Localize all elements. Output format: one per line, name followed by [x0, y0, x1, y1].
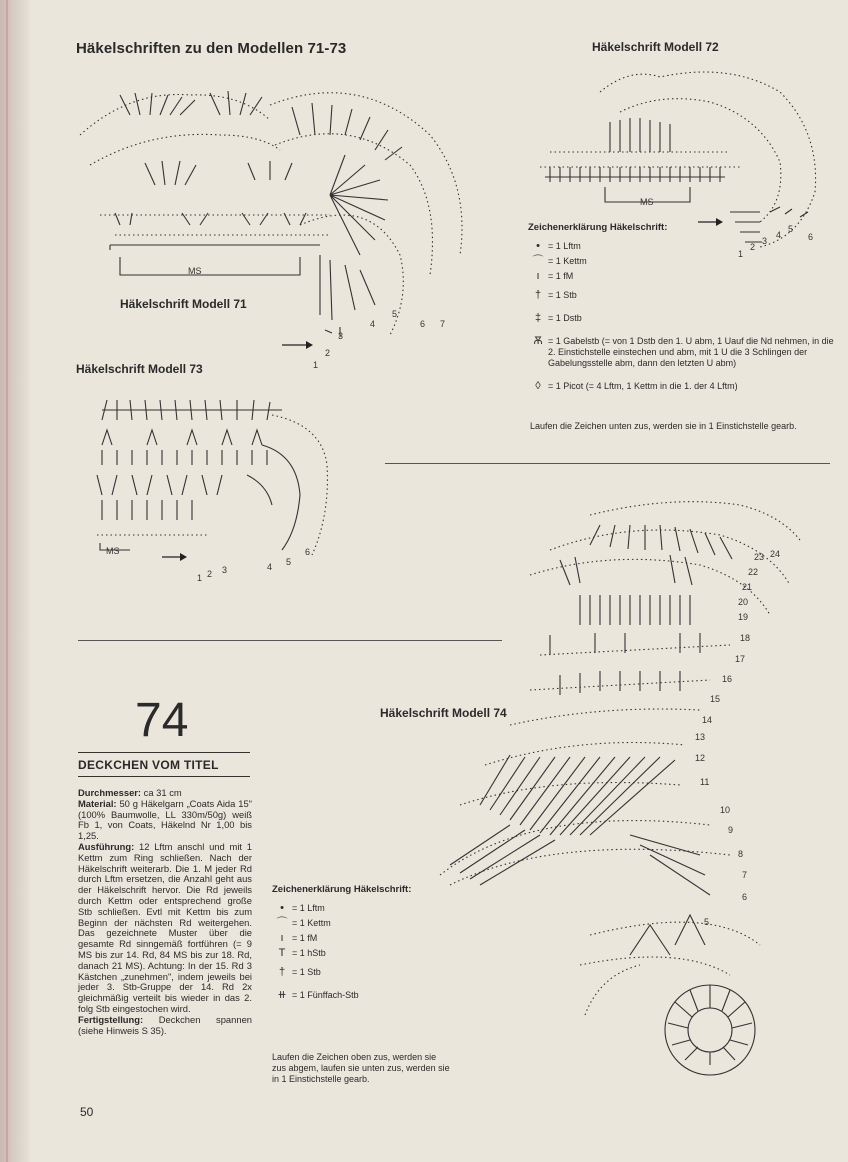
legend-72-note: Laufen die Zeichen unten zus, werden sie in 1 Einstichstelle gearb.	[530, 421, 797, 431]
legend-text: = 1 Stb	[548, 290, 577, 300]
row-number: 5	[788, 224, 794, 234]
row-number: 19	[738, 612, 749, 622]
row-number: 17	[735, 654, 746, 664]
slip-stitch-icon: ⌒	[532, 255, 544, 267]
divider-right	[385, 463, 830, 464]
legend-74	[272, 882, 472, 1003]
legend-item	[272, 946, 472, 961]
model-instructions	[78, 788, 252, 1036]
legend-text: = 1 hStb	[292, 948, 326, 958]
row-number: 2	[325, 348, 331, 358]
row-number: 18	[740, 633, 751, 643]
legend-text: = 1 Lftm	[292, 903, 325, 913]
row-number: 16	[722, 674, 733, 684]
heading-modell-73: Häkelschrift Modell 73	[76, 362, 203, 376]
single-crochet-icon: ı	[280, 932, 284, 944]
legend-72	[528, 220, 838, 394]
picot-icon: ◊	[535, 380, 541, 392]
legend-item	[272, 901, 472, 916]
single-crochet-icon: ı	[536, 270, 540, 282]
model-title-rule-top	[78, 752, 250, 753]
legend-text: = 1 Kettm	[292, 918, 331, 928]
row-number: 24	[770, 549, 781, 559]
legend-item	[528, 311, 838, 326]
forked-stitch-icon: Ѫ	[533, 335, 543, 347]
crochet-chart-73	[72, 385, 342, 585]
legend-text: = 1 Lftm	[548, 241, 581, 251]
model-number: 74	[135, 694, 189, 747]
legend-item	[528, 239, 838, 254]
row-number: 12	[695, 753, 706, 763]
row-number: 3	[762, 236, 768, 246]
row-number: 7	[742, 870, 748, 880]
legend-text: = 1 Fünffach-Stb	[292, 990, 359, 1000]
slip-stitch-icon: ⌒	[276, 917, 288, 929]
row-number: 2	[207, 569, 213, 579]
page-number: 50	[80, 1105, 94, 1119]
double-crochet-icon: †	[278, 966, 286, 978]
instruction-paragraph: Material: 50 g Häkelgarn „Coats Aida 15" (100% Baumwolle, LL 330m/50g) weiß Fb 1, von Coats, Häkelnd Nr 1,00 bis 1,25.	[78, 797, 252, 842]
crochet-chart-74	[430, 495, 830, 1095]
row-number: 20	[738, 597, 749, 607]
row-number: 10	[720, 805, 731, 815]
chain-stitch-icon: •	[536, 240, 540, 252]
model-title-rule-bottom	[78, 776, 250, 777]
legend-item	[272, 965, 472, 980]
row-number: 8	[738, 849, 744, 859]
instruction-paragraph: Ausführung: 12 Lftm anschl und mit 1 Kettm zum Ring schließen. Nach der Häkelschrift weiterarb. Die 1. M jeder Rd durch Lftm ersetzen, die Anzahl geht aus der Häkelschrift hervor. Die Rd jeweils durch Kettm oder entsprechend große Stb schließen. Evtl mit Kettm bis zum Beginn der nächsten Rd weitergehen. Das gezeichnete Muster über die gesamte Rd sinngemäß fortführen (= 9 MS bis zur 14. Rd, 84 MS bis zur 18. Rd, danach 21 MS). Achtung: In der 15. Rd 3 Kästchen „zunehmen", indem jeweils bei jeder 3. Stb-Gruppe der 14. Rd 2x gleichmäßig verteilt bis wieder in das 2. folg Stb eingestochen wird.	[78, 840, 252, 1014]
legend-item	[528, 379, 838, 394]
row-number: 4	[267, 562, 273, 572]
half-double-crochet-icon: T	[278, 947, 286, 959]
legend-text: = 1 Stb	[292, 967, 321, 977]
legend-text: = 1 Picot (= 4 Lftm, 1 Kettm in die 1. der 4 Lftm)	[548, 381, 738, 391]
legend-74-note: Laufen die Zeichen oben zus, werden sie zus abgem, laufen sie unten zus, werden sie in 1 Einstichstelle gearb.	[272, 1052, 450, 1084]
legend-text: = 1 fM	[548, 271, 574, 281]
ms-label-72: MS	[640, 197, 654, 207]
legend-item	[528, 254, 838, 269]
row-number: 23	[754, 552, 765, 562]
row-number: 6	[305, 547, 311, 557]
row-number: 4	[776, 230, 782, 240]
chain-stitch-icon: •	[280, 902, 284, 914]
instruction-paragraph: Fertigstellung: Deckchen spannen (siehe Hinweis S 35).	[78, 1013, 252, 1036]
instruction-paragraph: Durchmesser: ca 31 cm	[78, 787, 182, 798]
legend-title: Zeichenerklärung Häkelschrift:	[272, 884, 412, 895]
page-binding-edge	[6, 0, 8, 1162]
heading-modell-74: Häkelschrift Modell 74	[380, 706, 507, 720]
legend-text: = 1 Dstb	[548, 313, 582, 323]
page-binding-shadow	[0, 0, 30, 1162]
row-number: 22	[748, 567, 759, 577]
legend-item	[272, 931, 472, 946]
row-number: 14	[702, 715, 713, 725]
row-number: 15	[710, 694, 721, 704]
row-number: 1	[313, 360, 319, 370]
double-crochet-icon: †	[534, 289, 542, 301]
row-number: 5	[704, 917, 710, 927]
main-heading: Häkelschriften zu den Modellen 71-73	[76, 40, 347, 57]
row-number: 4	[370, 319, 376, 329]
model-title: DECKCHEN VOM TITEL	[78, 758, 219, 772]
legend-item	[528, 336, 838, 369]
quintuple-treble-icon: ⧺	[277, 989, 287, 1001]
legend-item	[528, 269, 838, 284]
row-number: 13	[695, 732, 706, 742]
legend-title: Zeichenerklärung Häkelschrift:	[528, 222, 668, 233]
row-number: 6	[420, 319, 426, 329]
row-number: 5	[286, 557, 292, 567]
legend-item	[528, 288, 838, 303]
legend-item	[272, 988, 472, 1003]
row-number: 6	[808, 232, 814, 242]
row-number: 1	[738, 249, 744, 259]
row-number: 1	[197, 573, 203, 583]
row-number: 11	[700, 777, 710, 787]
legend-item	[272, 916, 472, 931]
ms-label-71: MS	[188, 266, 202, 276]
legend-text: = 1 Gabelstb (= von 1 Dstb den 1. U abm, 1 Uauf die Nd nehmen, in die 2. Einstichstelle einstechen und abm, mit 1 U die 3 Schlingen der Gabelungsstelle abm, dann den letzten U abm)	[548, 336, 834, 368]
treble-crochet-icon: ‡	[534, 312, 542, 324]
row-number: 9	[728, 825, 734, 835]
row-number: 5	[392, 309, 398, 319]
row-number: 7	[440, 319, 446, 329]
legend-text: = 1 fM	[292, 933, 318, 943]
ms-label-73: MS	[106, 546, 120, 556]
row-number: 2	[750, 242, 756, 252]
row-number: 21	[742, 582, 753, 592]
heading-modell-72: Häkelschrift Modell 72	[592, 40, 719, 54]
row-number: 3	[338, 331, 344, 341]
heading-modell-71: Häkelschrift Modell 71	[120, 297, 247, 311]
legend-text: = 1 Kettm	[548, 256, 587, 266]
row-number: 3	[222, 565, 228, 575]
row-number: 6	[742, 892, 748, 902]
